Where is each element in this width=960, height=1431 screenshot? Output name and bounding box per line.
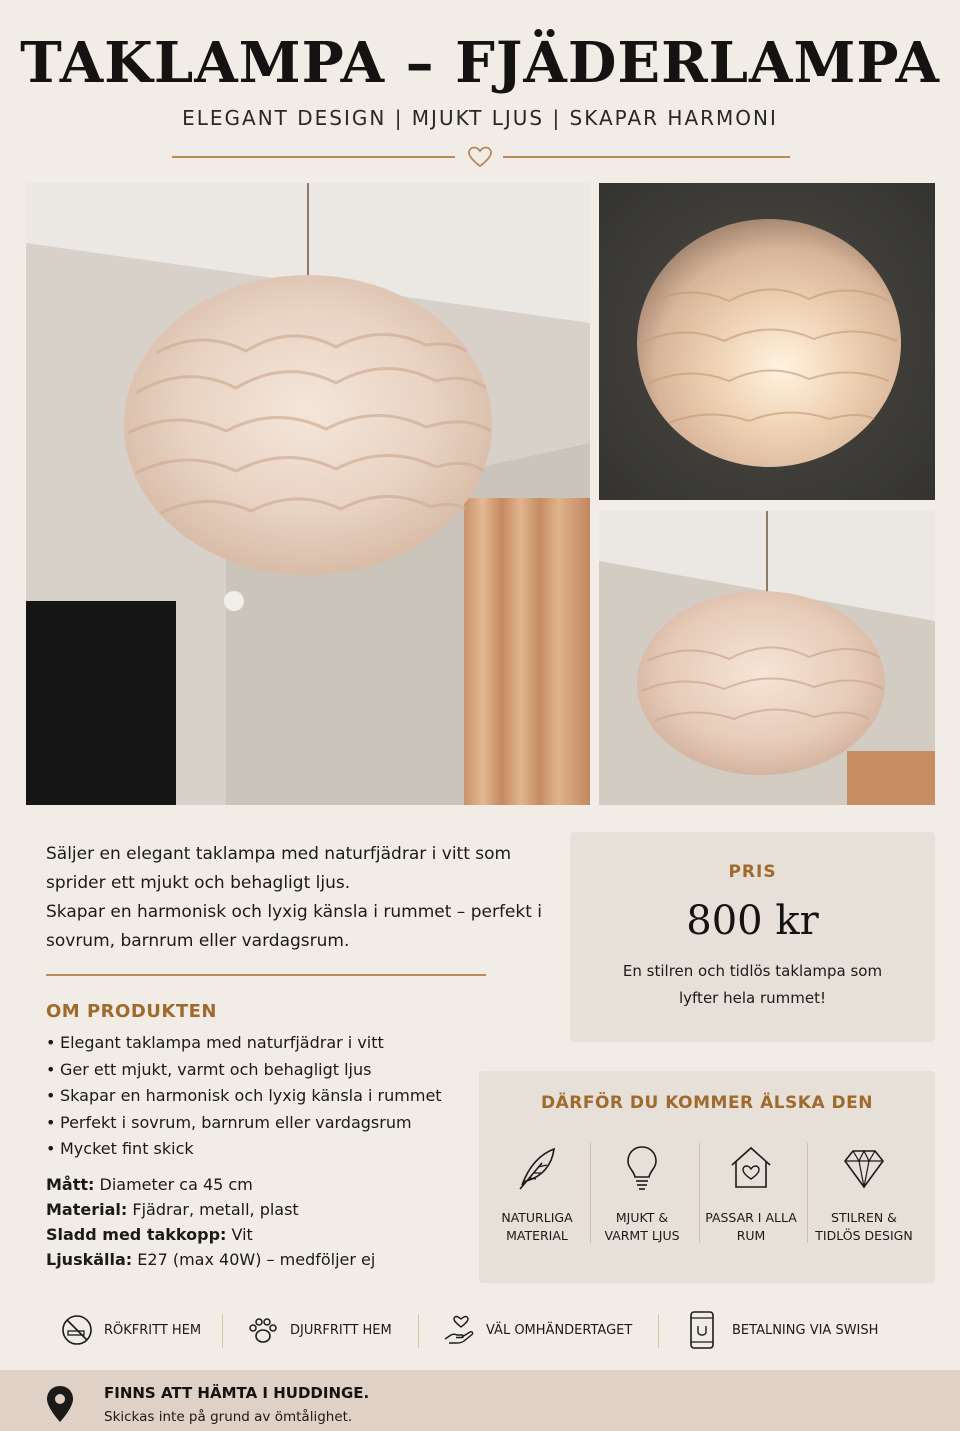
list-item: • Perfekt i sovrum, barnrum eller vardagsrum <box>46 1110 442 1137</box>
page-title: TAKLAMPA – FJÄDERLAMPA <box>20 30 940 96</box>
title-divider <box>172 145 790 169</box>
spec-row <box>46 1222 375 1247</box>
spec-row <box>46 1172 375 1197</box>
price-note: En stilren och tidlös taklampa som lyfter hela rummet! <box>622 962 883 1007</box>
feather-icon <box>512 1143 562 1193</box>
no-smoking-icon <box>60 1313 94 1347</box>
list-item: • Ger ett mjukt, varmt och behagligt ljus <box>46 1057 442 1084</box>
feature-timeless-design <box>807 1143 921 1263</box>
spec-value: E27 (max 40W) – medföljer ej <box>137 1250 376 1269</box>
badge-label: VÄL OMHÄNDERTAGET <box>486 1322 633 1338</box>
product-photo-lit[interactable] <box>599 183 935 500</box>
spec-label: Mått: <box>46 1175 95 1194</box>
location-pin-icon <box>44 1384 76 1424</box>
feature-all-rooms <box>694 1143 808 1263</box>
heart-icon <box>467 145 493 169</box>
product-photo-main[interactable] <box>26 183 590 805</box>
feature-natural-materials <box>480 1143 594 1263</box>
trust-badges <box>0 1310 960 1350</box>
badge-label: DJURFRITT HEM <box>290 1322 392 1338</box>
lightbulb-icon <box>617 1143 667 1193</box>
spec-row <box>46 1247 375 1272</box>
price-card <box>570 832 935 1042</box>
page-subtitle: ELEGANT DESIGN | MJUKT LJUS | SKAPAR HARMONI <box>182 106 778 130</box>
spec-list <box>46 1172 375 1272</box>
pickup-title: FINNS ATT HÄMTA I HUDDINGE. <box>104 1384 370 1402</box>
badge-label: BETALNING VIA SWISH <box>732 1322 879 1338</box>
badge-swish-payment <box>688 1310 878 1350</box>
pickup-footer <box>0 1370 960 1431</box>
spec-value: Diameter ca 45 cm <box>99 1175 253 1194</box>
feature-label: MJUKT & VARMT LJUS <box>604 1210 680 1243</box>
badge-pet-free <box>246 1310 392 1350</box>
phone-swish-icon <box>688 1310 716 1350</box>
pickup-note: Skickas inte på grund av ömtålighet. <box>104 1409 353 1425</box>
spec-label: Material: <box>46 1200 128 1219</box>
badge-smoke-free <box>60 1310 201 1350</box>
about-title: OM PRODUKTEN <box>46 1001 217 1022</box>
feature-label: NATURLIGA MATERIAL <box>501 1210 573 1243</box>
description-paragraph-2: Skapar en harmonisk och lyxig känsla i rummet – perfekt i sovrum, barnrum eller vardagsrum. <box>46 902 543 951</box>
price-value: 800 kr <box>686 898 819 944</box>
description-paragraph-1: Säljer en elegant taklampa med naturfjädrar i vitt som sprider ett mjukt och behagligt ljus. <box>46 844 512 893</box>
spec-value: Vit <box>231 1225 253 1244</box>
section-divider <box>46 974 486 976</box>
list-item: • Elegant taklampa med naturfjädrar i vitt <box>46 1030 442 1057</box>
list-item: • Mycket fint skick <box>46 1136 442 1163</box>
diamond-icon <box>839 1143 889 1193</box>
badge-well-kept <box>442 1310 632 1350</box>
feature-label: STILREN & TIDLÖS DESIGN <box>815 1210 913 1243</box>
about-bullet-list <box>46 1030 442 1163</box>
paw-icon <box>246 1313 280 1347</box>
spec-row <box>46 1197 375 1222</box>
house-heart-icon <box>726 1143 776 1193</box>
feature-label: PASSAR I ALLA RUM <box>705 1210 797 1243</box>
spec-label: Ljuskälla: <box>46 1250 133 1269</box>
badge-label: RÖKFRITT HEM <box>104 1322 202 1338</box>
price-label: PRIS <box>728 862 777 882</box>
features-title: DÄRFÖR DU KOMMER ÄLSKA DEN <box>540 1093 873 1113</box>
list-item: • Skapar en harmonisk och lyxig känsla i rummet <box>46 1083 442 1110</box>
spec-value: Fjädrar, metall, plast <box>132 1200 299 1219</box>
features-card <box>479 1071 935 1283</box>
hand-heart-icon <box>442 1313 476 1347</box>
feature-soft-light <box>585 1143 699 1263</box>
spec-label: Sladd med takkopp: <box>46 1225 227 1244</box>
product-photo-side[interactable] <box>599 511 935 805</box>
